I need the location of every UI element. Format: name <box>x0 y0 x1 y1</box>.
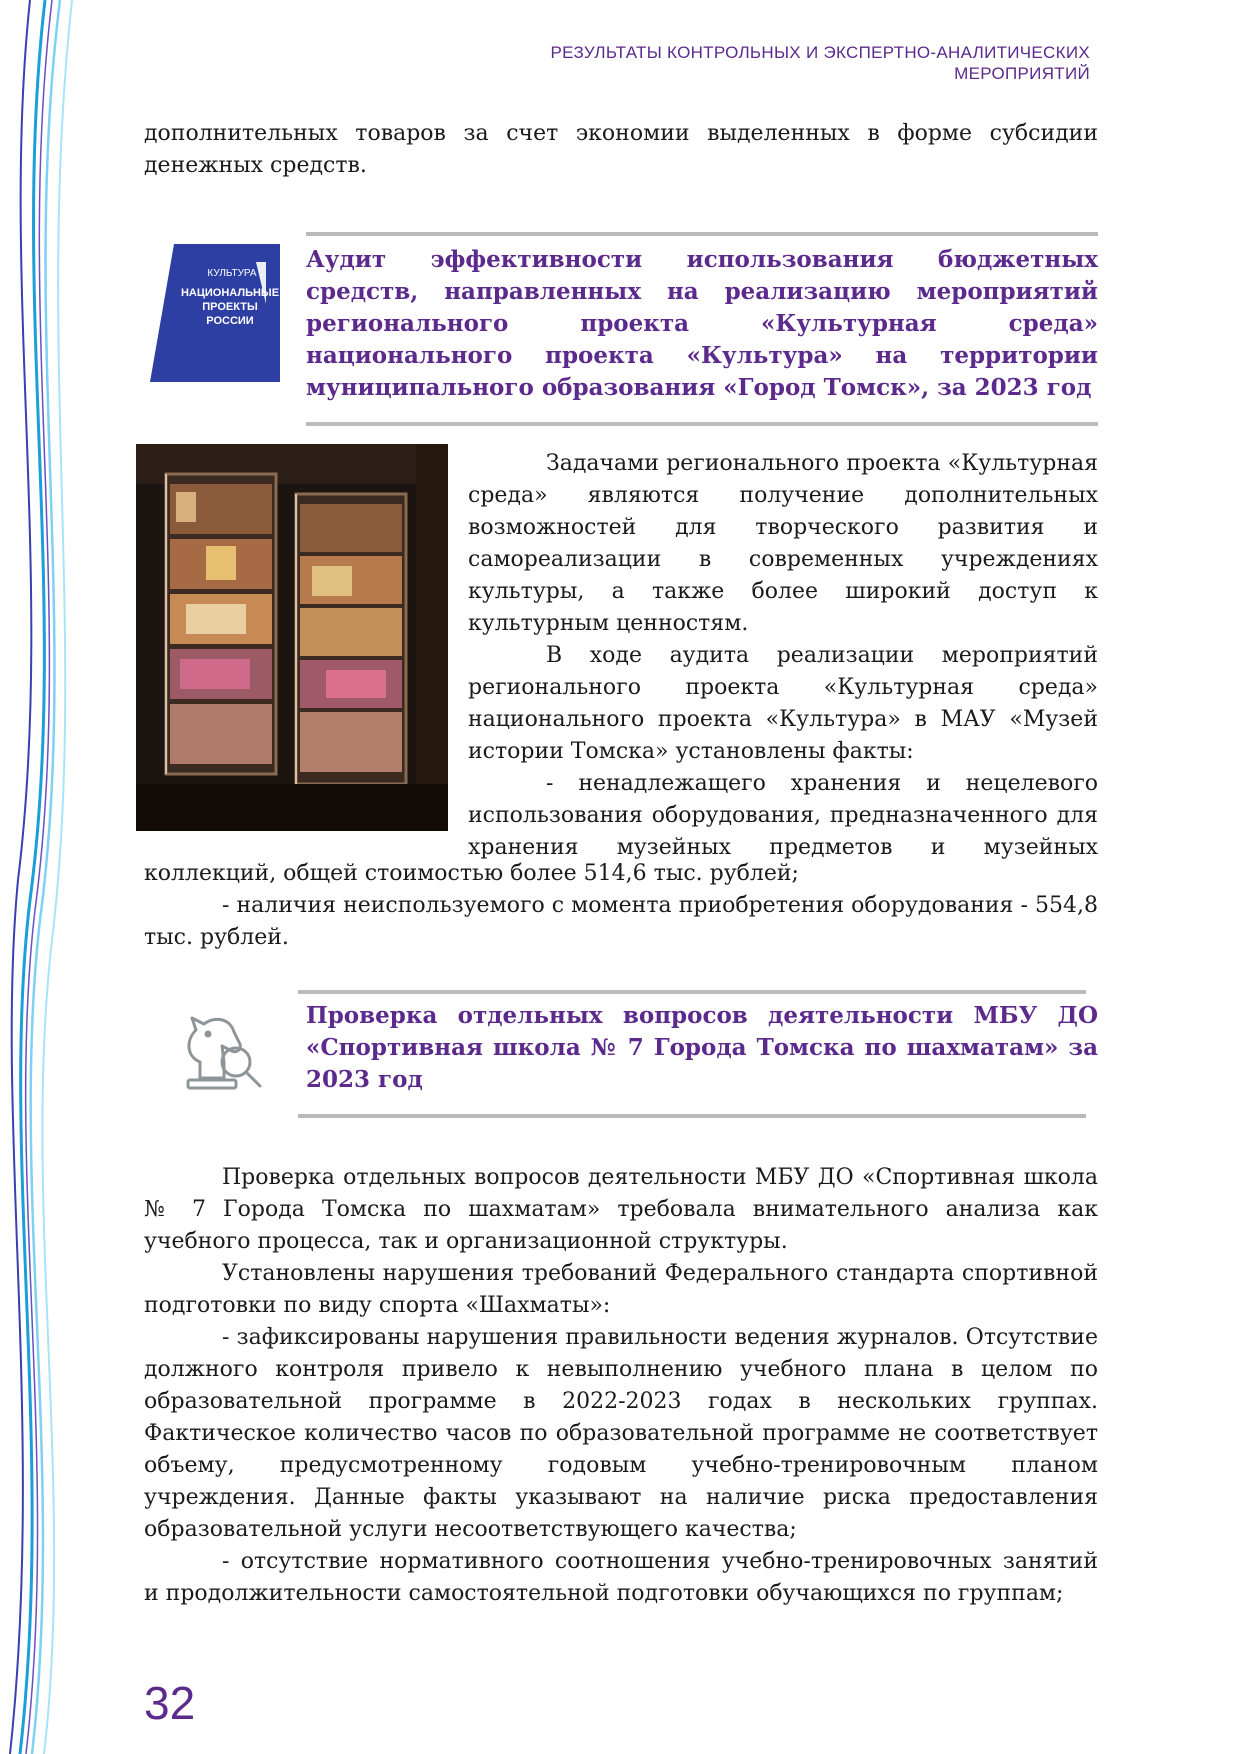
decorative-swoosh <box>0 0 90 1754</box>
section1-title: Аудит эффективности использования бюджетных средств, направленных на реализацию мероприятий регионального проекта «Культурная среда» национального проекта «Культура» на территории муниципального образования «Город Томск», за 2023 год <box>306 246 1098 401</box>
section1-paragraph2: В ходе аудита реализации мероприятий регионального проекта «Культурная среда» национального проекта «Культура» в МАУ «Музей истории Томска» установлены факты: <box>468 643 1098 764</box>
section1-full-text <box>144 858 1098 954</box>
section1-top-rule <box>306 232 1098 236</box>
section1-paragraph3a: - ненадлежащего хранения и нецелевого использования оборудования, предназначенного для хранения музейных предметов и музейных <box>468 771 1098 860</box>
logo-line2: ПРОЕКТЫ <box>202 301 258 313</box>
museum-display-cabinet-photo <box>136 444 448 831</box>
section2-title: Проверка отдельных вопросов деятельности МБУ ДО «Спортивная школа № 7 Города Томска по шахматам» за 2023 год <box>306 1002 1098 1093</box>
logo-top-text: КУЛЬТУРА <box>207 268 257 279</box>
section1-paragraph1: Задачами регионального проекта «Культурная среда» являются получение дополнительных возможностей для творческого развития и самореализации в современных учреждениях культуры, а также более широкий доступ к культурным ценностям. <box>468 451 1098 636</box>
page-number: 32 <box>144 1677 196 1729</box>
section1-side-text <box>468 448 1098 864</box>
section1-paragraph3b: коллекций, общей стоимостью более 514,6 тыс. рублей; <box>144 861 799 886</box>
section2-paragraph3: - зафиксированы нарушения правильности ведения журналов. Отсутствие должного контроля привело к невыполнению учебного плана в целом по образовательной программе в 2022-2023 годах в нескольких группах. Фактическое количество часов по образовательной программе не соответствует объему, предусмотренному годовым учебно-тренировочным планом учреждения. Данные факты указывают на наличие риска предоставления образовательной услуги несоответствующего качества; <box>144 1325 1098 1542</box>
section1-paragraph4: - наличия неиспользуемого с момента приобретения оборудования - 554,8 тыс. рублей. <box>144 893 1098 950</box>
chess-knight-magnifier-icon <box>172 1000 272 1096</box>
section2-text <box>144 1162 1098 1610</box>
national-projects-culture-logo <box>150 244 280 382</box>
intro-paragraph: дополнительных товаров за счет экономии выделенных в форме субсидии денежных средств. <box>144 121 1098 178</box>
running-header-line1: РЕЗУЛЬТАТЫ КОНТРОЛЬНЫХ И ЭКСПЕРТНО-АНАЛИТИЧЕСКИХ <box>550 43 1090 62</box>
running-header-line2: МЕРОПРИЯТИЙ <box>954 64 1090 83</box>
running-header <box>390 42 1090 84</box>
section2-bottom-rule <box>298 1114 1086 1118</box>
section2-paragraph2: Установлены нарушения требований Федерального стандарта спортивной подготовки по виду спорта «Шахматы»: <box>144 1261 1098 1318</box>
section2-paragraph1: Проверка отдельных вопросов деятельности МБУ ДО «Спортивная школа № 7 Города Томска по шахматам» требовала внимательного анализа как учебного процесса, так и организационной структуры. <box>144 1165 1098 1254</box>
section2-paragraph4: - отсутствие нормативного соотношения учебно-тренировочных занятий и продолжительности самостоятельной подготовки обучающихся по группам; <box>144 1549 1098 1606</box>
logo-line1: НАЦИОНАЛЬНЫЕ <box>180 287 280 299</box>
logo-line3: РОССИИ <box>206 315 254 327</box>
section1-bottom-rule <box>306 422 1098 426</box>
section2-top-rule <box>298 990 1086 994</box>
